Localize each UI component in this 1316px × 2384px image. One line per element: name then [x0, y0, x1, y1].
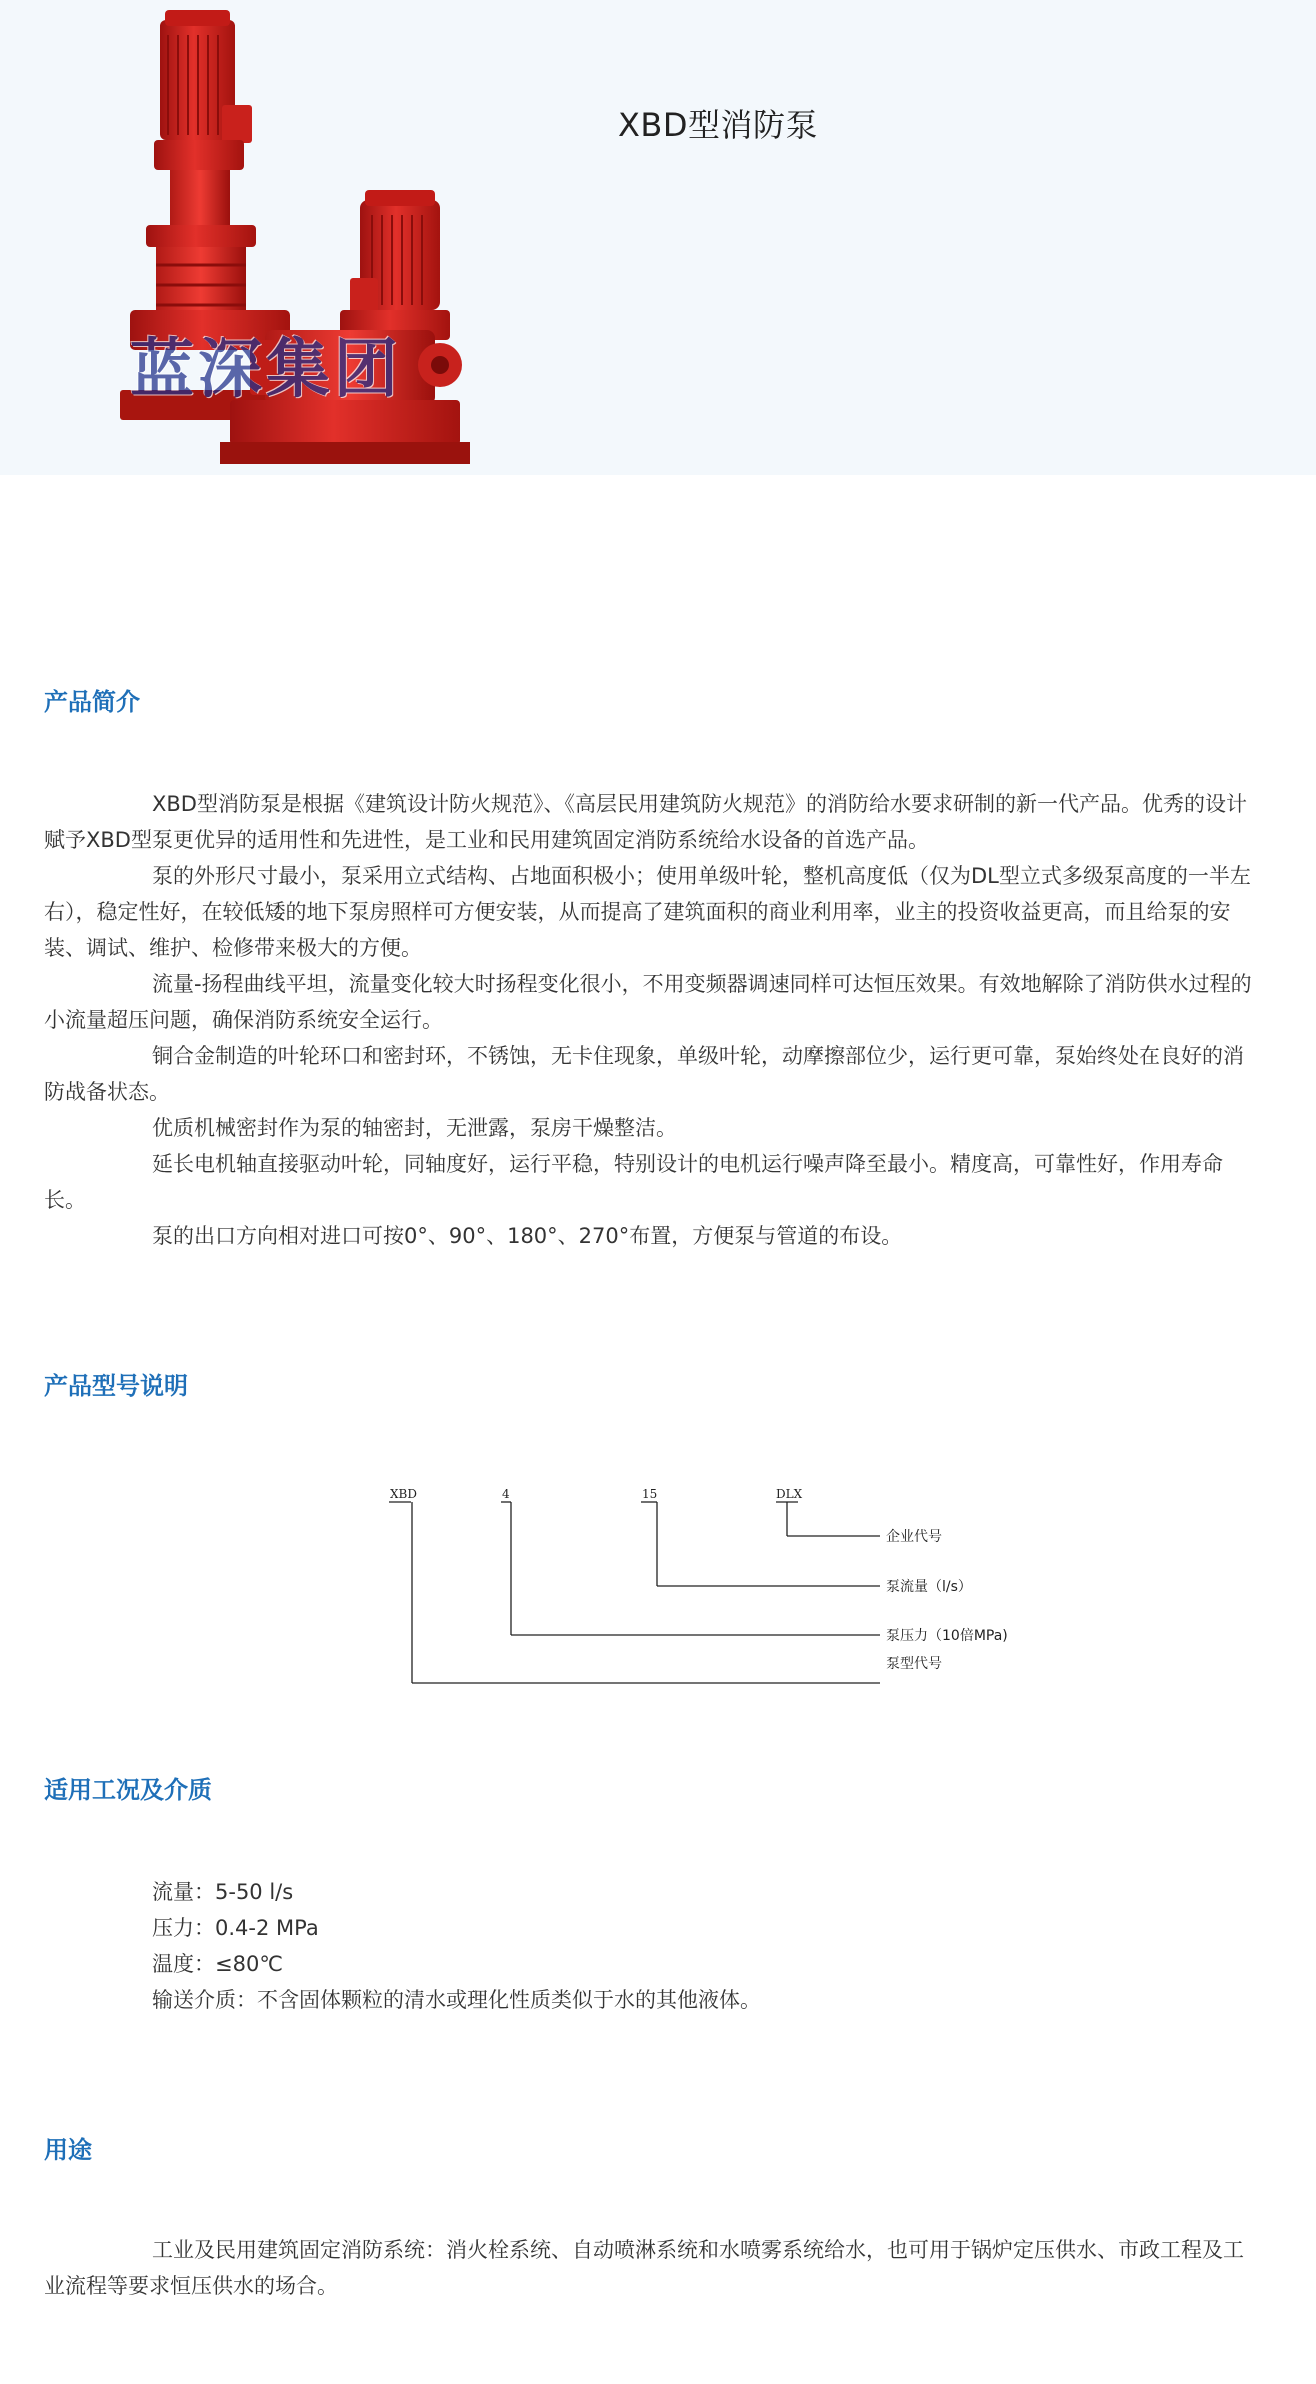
usage-paragraph: 工业及民用建筑固定消防系统：消火栓系统、自动喷淋系统和水喷雾系统给水，也可用于锅炉定压供水、市政工程及工业流程等要求恒压供水的场合。 — [44, 2238, 1244, 2298]
intro-paragraph: XBD型消防泵是根据《建筑设计防火规范》、《高层民用建筑防火规范》的消防给水要求研制的新一代产品。优秀的设计赋予XBD型泵更优异的适用性和先进性，是工业和民用建筑固定消防系统给水设备的首选产品。 — [44, 792, 1247, 852]
section-title-model: 产品型号说明 — [44, 1372, 188, 1400]
section-title-usage: 用途 — [44, 2136, 92, 2164]
code-xbd: XBD — [390, 1487, 417, 1501]
condition-temperature: 温度：≤80℃ — [152, 1952, 283, 1976]
label-company-code: 企业代号 — [886, 1529, 942, 1545]
code-pressure: 4 — [502, 1487, 510, 1501]
watermark-text: 蓝深集团 — [130, 332, 402, 407]
model-code-diagram — [380, 1480, 1040, 1690]
code-flow: 15 — [642, 1487, 658, 1501]
intro-paragraph: 延长电机轴直接驱动叶轮，同轴度好，运行平稳，特别设计的电机运行噪声降至最小。精度高，可靠性好，作用寿命长。 — [44, 1152, 1223, 1212]
intro-paragraph: 泵的外形尺寸最小，泵采用立式结构、占地面积极小；使用单级叶轮，整机高度低（仅为DL型立式多级泵高度的一半左右），稳定性好，在较低矮的地下泵房照样可方便安装，从而提高了建筑面积的商业利用率，业主的投资收益更高，而且给泵的安装、调试、维护、检修带来极大的方便。 — [44, 864, 1251, 960]
intro-paragraph: 流量-扬程曲线平坦，流量变化较大时扬程变化很小，不用变频器调速同样可达恒压效果。有效地解除了消防供水过程的小流量超压问题，确保消防系统安全运行。 — [44, 972, 1252, 1032]
section-title-intro: 产品简介 — [44, 688, 140, 716]
usage-paragraphs — [44, 2232, 1260, 2304]
condition-pressure: 压力：0.4-2 MPa — [152, 1916, 319, 1940]
label-pressure: 泵压力（10倍MPa) — [886, 1628, 1008, 1644]
product-hero — [0, 0, 1316, 475]
model-code-diagram-svg — [380, 1480, 1040, 1690]
condition-medium: 输送介质：不含固体颗粒的清水或理化性质类似于水的其他液体。 — [152, 1988, 761, 2012]
code-company: DLX — [776, 1487, 803, 1501]
label-flow: 泵流量（l/s） — [886, 1579, 972, 1595]
intro-paragraph: 泵的出口方向相对进口可按0°、90°、180°、270°布置，方便泵与管道的布设。 — [152, 1224, 903, 1248]
conditions-list — [152, 1874, 761, 2018]
label-pump-type: 泵型代号 — [886, 1656, 942, 1672]
intro-paragraphs — [44, 786, 1260, 1254]
page-title: XBD型消防泵 — [618, 106, 819, 144]
condition-flow: 流量：5-50 l/s — [152, 1880, 294, 1904]
section-title-conditions: 适用工况及介质 — [44, 1776, 212, 1804]
intro-paragraph: 优质机械密封作为泵的轴密封，无泄露，泵房干燥整洁。 — [152, 1116, 677, 1140]
intro-paragraph: 铜合金制造的叶轮环口和密封环，不锈蚀，无卡住现象，单级叶轮，动摩擦部位少，运行更可靠，泵始终处在良好的消防战备状态。 — [44, 1044, 1244, 1104]
